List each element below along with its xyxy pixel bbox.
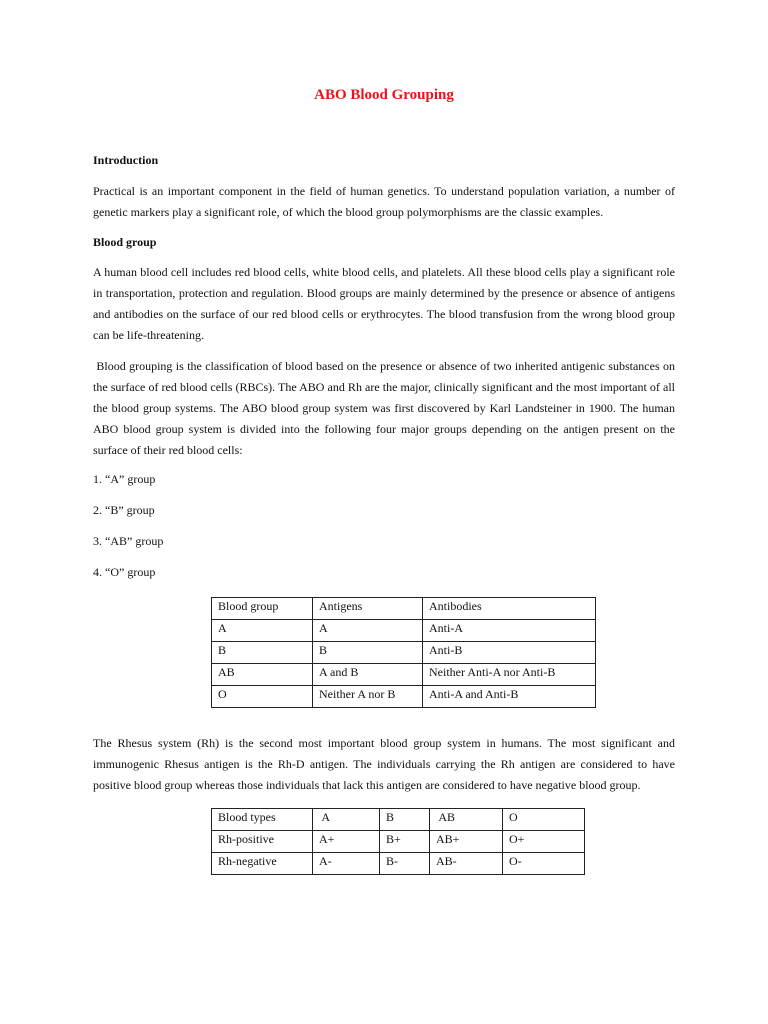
table-cell: O [212, 686, 313, 708]
table-cell: B- [380, 853, 430, 875]
introduction-paragraph: Practical is an important component in the field of human genetics. To understand population variation, a number of genetic markers play a significant role, of which the blood group polymorphisms are the classic examples. [93, 184, 675, 219]
table-cell: A+ [313, 831, 380, 853]
list-item-a: 1. “A” group [93, 472, 156, 486]
table-cell: B [212, 642, 313, 664]
table-header-row [212, 809, 585, 831]
table-cell: Neither A nor B [313, 686, 423, 708]
table-header-cell: AB [430, 809, 503, 831]
table-cell: AB [212, 664, 313, 686]
table-cell: Anti-B [423, 642, 596, 664]
table-cell: Anti-A [423, 620, 596, 642]
list-item-o: 4. “O” group [93, 565, 156, 579]
table-row [212, 831, 585, 853]
introduction-heading: Introduction [93, 153, 159, 167]
list-item-ab: 3. “AB” group [93, 534, 164, 548]
list-item-b: 2. “B” group [93, 503, 155, 517]
table-header-row [212, 598, 596, 620]
blood-group-paragraph-1: A human blood cell includes red blood cells, white blood cells, and platelets. All these blood cells play a significant role in transportation, protection and regulation. Blood groups are mainly determined by the presence or absence of antigens and antibodies on the surface of our red blood cells or erythrocytes. The blood transfusion from the wrong blood group can be life-threatening. [93, 265, 675, 342]
table-header-cell: A [313, 809, 380, 831]
table-row [212, 620, 596, 642]
table-header-cell: Antibodies [423, 598, 596, 620]
table-row [212, 686, 596, 708]
table-row [212, 853, 585, 875]
table-cell: B [313, 642, 423, 664]
table-cell: Rh-positive [212, 831, 313, 853]
table-cell: A- [313, 853, 380, 875]
table-cell: A [313, 620, 423, 642]
table-cell: A [212, 620, 313, 642]
table-cell: Neither Anti-A nor Anti-B [423, 664, 596, 686]
table-cell: Anti-A and Anti-B [423, 686, 596, 708]
abo-table [211, 597, 596, 708]
table-header-cell: Antigens [313, 598, 423, 620]
table-header-cell: O [503, 809, 585, 831]
table-cell: O- [503, 853, 585, 875]
rhesus-paragraph: The Rhesus system (Rh) is the second most important blood group system in humans. The most significant and immunogenic Rhesus antigen is the Rh-D antigen. The individuals carrying the Rh antigen are considered to have positive blood group whereas those individuals that lack this antigen are considered to have negative blood group. [93, 736, 675, 792]
table-cell: B+ [380, 831, 430, 853]
table-cell: Rh-negative [212, 853, 313, 875]
blood-group-heading: Blood group [93, 235, 157, 249]
table-cell: O+ [503, 831, 585, 853]
table-cell: AB- [430, 853, 503, 875]
document-title: ABO Blood Grouping [314, 87, 454, 103]
table-cell: A and B [313, 664, 423, 686]
table-header-cell: Blood group [212, 598, 313, 620]
table-header-cell: Blood types [212, 809, 313, 831]
rh-table [211, 808, 585, 875]
blood-group-paragraph-2: Blood grouping is the classification of blood based on the presence or absence of two inherited antigenic substances on the surface of red blood cells (RBCs). The ABO and Rh are the major, clinically significant and the most important of all the blood group systems. The ABO blood group system was first discovered by Karl Landsteiner in 1900. The human ABO blood group system is divided into the following four major groups depending on the antigen present on the surface of their red blood cells: [93, 359, 679, 457]
table-header-cell: B [380, 809, 430, 831]
table-cell: AB+ [430, 831, 503, 853]
table-row [212, 642, 596, 664]
document-body [93, 151, 679, 868]
table-row [212, 664, 596, 686]
